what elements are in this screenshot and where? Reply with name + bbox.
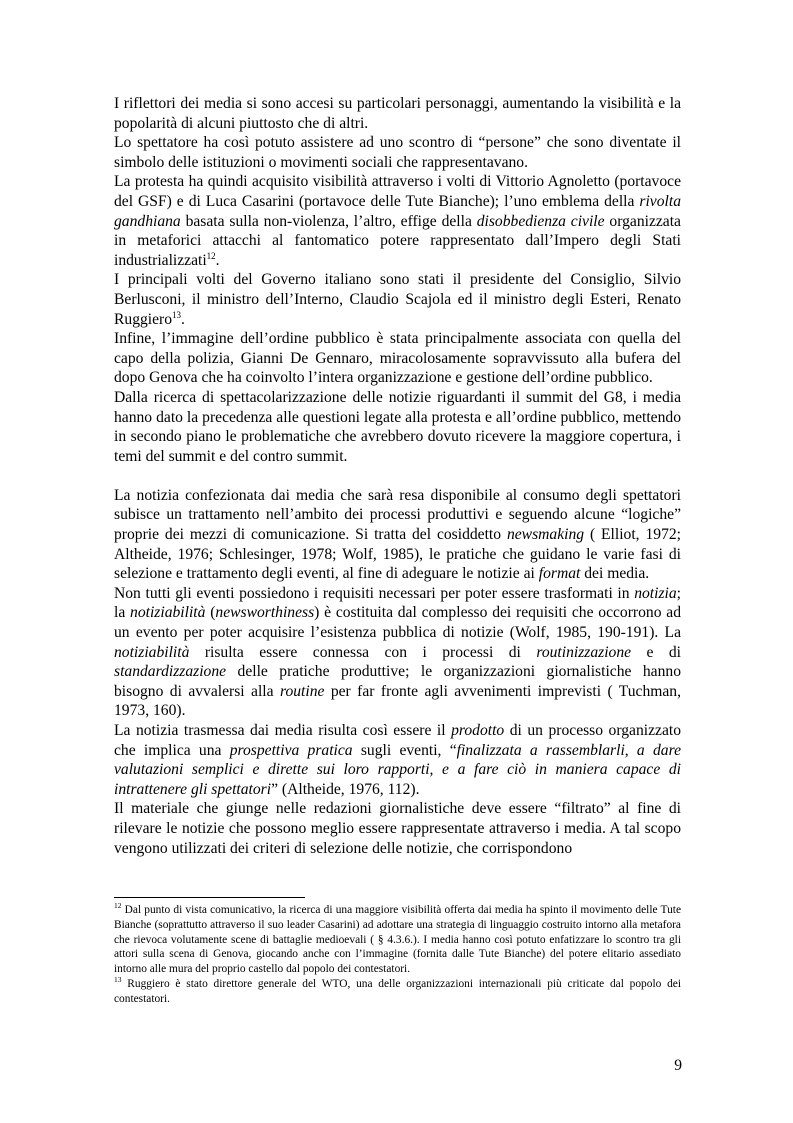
footnote-ref-13: 13	[172, 309, 182, 320]
paragraph-5: Infine, l’immagine dell’ordine pubblico è stata principalmente associata con quella del capo della polizia, Gianni De Gennaro, miracolosamente sopravvissuto alla bufera del dopo Genova che ha coinvolto l’intera organizzazione e gestione dell’ordine pubblico.	[114, 330, 681, 387]
footnote-12: $^{12}$ Dal punto di vista comunicativo, la ricerca di una maggiore visibilità offerta dai media ha spinto il movimento delle Tute Bianche (soprattutto attraverso il suo leader Casarini) ad adottare una strategia di linguaggio costruito intorno alla metafora che rievoca volutamente scene di battaglie medioevali ( § 4.3.6.). I media hanno così potuto enfatizzare lo scontro tra gli attori sulla scena di Genova, giocando anche con l’immagine (fornita dalle Tute Bianche) del potere elitario assediato intorno alle mura del proprio castello dal popolo dei contestatori.	[114, 901, 681, 976]
paragraph-2: Lo spettatore ha così potuto assistere ad uno scontro di “persone” che sono diventate il simbolo delle istituzioni o movimenti sociali che rappresentavano.	[114, 134, 681, 171]
paragraph-1: I riflettori dei media si sono accesi su particolari personaggi, aumentando la visibilità e la popolarità di alcuni piuttosto che di altri.	[114, 95, 681, 132]
paragraph-8: Non tutti gli eventi possiedono i requisiti necessari per poter essere trasformati in notizia; la notiziabilità (newsworthiness) è costituita dal complesso dei requisiti che occorrono ad un evento per poter acquisire l’esistenza pubblica di notizie (Wolf, 1985, 190-191). La notiziabilità risulta essere connessa con i processi di routinizzazione e di standardizzazione delle pratiche produttive; le organizzazioni giornalistiche hanno bisogno di avvalersi alla routine per far fronte agli avvenimenti imprevisti ( Tuchman, 1973, 160).	[114, 584, 681, 720]
footnote-mark-13: 13	[114, 975, 122, 985]
body-text	[114, 94, 681, 858]
paragraph-10: Il materiale che giunge nelle redazioni giornalistiche deve essere “filtrato” al fine di rilevare le notizie che possono meglio essere rappresentate attraverso i media. A tal scopo vengono utilizzati dei criteri di selezione delle notizie, che corrispondono	[114, 800, 681, 857]
paragraph-3: La protesta ha quindi acquisito visibilità attraverso i volti di Vittorio Agnoletto (portavoce del GSF) e di Luca Casarini (portavoce delle Tute Bianche); l’uno emblema della rivolta gandhiana basata sulla non-violenza, l’altro, effige della disobbedienza civile organizzata in metaforici attacchi al fantomatico potere rappresentato dall’Impero degli Stati industrializzati$^{12}$.	[114, 173, 681, 269]
footnote-mark-12: 12	[114, 901, 122, 911]
footnote-separator	[114, 897, 305, 898]
footnotes	[114, 903, 681, 1007]
paragraph-9: La notizia trasmessa dai media risulta così essere il prodotto di un processo organizzato che implica una prospettiva pratica sugli eventi, “finalizzata a rassemblarli, a dare valutazioni semplici e dirette sui loro rapporti, e a fare ciò in maniera capace di intrattenere gli spettatori” (Altheide, 1976, 112).	[114, 722, 681, 798]
page-number: 9	[674, 1057, 682, 1074]
footnote-ref-12: 12	[206, 250, 216, 261]
footnote-13: $^{13}$ Ruggiero è stato direttore generale del WTO, una delle organizzazioni internazionali più criticate dal popolo dei contestatori.	[114, 975, 681, 1005]
paragraph-6: Dalla ricerca di spettacolarizzazione delle notizie riguardanti il summit del G8, i media hanno dato la precedenza alle questioni legate alla protesta e all’ordine pubblico, mettendo in secondo piano le problematiche che avrebbero dovuto ricevere la maggiore copertura, i temi del summit e del contro summit.	[114, 388, 681, 465]
paragraph-4: I principali volti del Governo italiano sono stati il presidente del Consiglio, Silvio Berlusconi, il ministro dell’Interno, Claudio Scajola ed il ministro degli Esteri, Renato Ruggiero$^{13}$.	[114, 271, 681, 328]
paragraph-7: La notizia confezionata dai media che sarà resa disponibile al consumo degli spettatori subisce un trattamento nell’ambito dei processi produttivi e seguendo alcune “logiche” proprie dei mezzi di comunicazione. Si tratta del cosiddetto newsmaking ( Elliot, 1972; Altheide, 1976; Schlesinger, 1978; Wolf, 1985), le pratiche che guidano le varie fasi di selezione e trattamento degli eventi, al fine di adeguare le notizie ai format dei media.	[114, 486, 681, 583]
